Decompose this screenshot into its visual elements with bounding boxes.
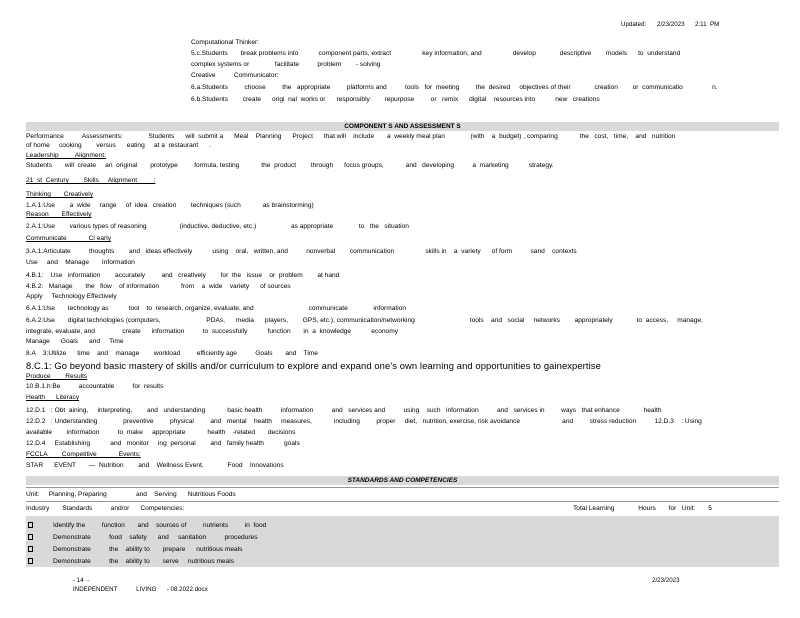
footer-date: 2/23/2023 <box>652 577 680 584</box>
performance-assessments-cont: of home cooking versus eating at a restaurant . <box>26 142 212 149</box>
bullet-item <box>28 544 242 556</box>
standard-6b: 6.b.Students create origi nal works or responsibly repurpose or remix digital resources into new creations <box>191 96 600 103</box>
skill-4b2: 4.B.2: Manage the flow of information from a wide variety of sources <box>26 283 291 290</box>
bullet-text: Demonstrate food safety and sanitation procedures <box>53 534 258 541</box>
updated-time: 2:11 PM <box>695 21 720 28</box>
standards-header: STANDARDS AND COMPETENCIES <box>26 476 779 485</box>
skill-8c1: 8.C.1: Go beyond basic mastery of skills and/or curriculum to explore and expand one's own learning and opportunities to gainexpertise <box>26 360 601 371</box>
bullet-item <box>28 556 234 568</box>
skill-12d2: 12.D.2 : Understanding preventive physical and mental health measures, including proper diet, nutrition, exercise, risk avoidance and stress reduction 12.D.3 : Using <box>26 418 702 425</box>
unit-divider <box>26 487 779 488</box>
updated-label: Updated: <box>621 21 647 28</box>
leadership-alignment-heading: Leadership Alignment: <box>26 152 106 159</box>
apply-technology-heading: Apply Technology Effectively <box>26 293 117 300</box>
unit-line: Unit: Planning, Preparing and Serving Nutritious Foods <box>26 491 236 498</box>
checkbox-icon <box>28 558 33 564</box>
standard-5c-cont: complex systems or facilitate problem - solving <box>191 61 381 68</box>
bullets-block <box>26 516 779 567</box>
checkbox-icon <box>28 522 33 528</box>
skill-6a2-cont: integrate, evaluate, and create information to successfully function in a knowledge economy <box>26 328 398 335</box>
computational-thinker-heading: Computational Thinker: <box>191 39 260 46</box>
total-learning-hours: Total Learning Hours for Unit: 5 <box>573 505 712 512</box>
footer-doc-name: INDEPENDENT LIVING - 08.2022.docx <box>73 586 208 593</box>
checkbox-icon <box>28 546 33 552</box>
skill-12d2-cont: available information to make appropriate health -related decisions <box>26 429 296 436</box>
checkbox-icon <box>28 534 33 540</box>
performance-assessments: Performance Assessments: Students will submit a Meal Planning Project that will include a weekly meal plan (with a budget) , comparing the cost, time, and nutrition <box>26 133 676 140</box>
health-literacy-heading: Health Literacy <box>26 394 80 401</box>
skill-6a1: 6.A.1:Use technology as tool to research, organize, evaluate, and communicate information <box>26 305 407 312</box>
skill-8a3: 8.A 3:Utilize time and manage workload efficiently age Goals and Time <box>26 350 318 357</box>
bullet-text: Demonstrate the ability to prepare nutritious meals <box>53 546 243 553</box>
fccla-heading: FCCLA Competitive Events: <box>26 451 141 458</box>
use-manage-information-heading: Use and Manage Information <box>26 259 135 266</box>
skill-6a2: 6.A.2:Use digital technologies (computers, PDAs, media players, GPS, etc.), communication/networking tools and social networks appropriately to access, manage, <box>26 317 703 324</box>
skill-12d1: 12.D.1 : Obt aining, interpreting, and understanding basic health information and services and using such information and services in ways that enhance health <box>26 407 662 414</box>
century-skills-heading: 21 st Century Skills Alignment : <box>26 177 156 184</box>
leadership-alignment-text: Students will create an original prototype formula, testing the product through focus groups, and developing a marketing strategy. <box>26 162 554 169</box>
reason-effectively-heading: Reason Effectively <box>26 211 92 218</box>
star-event: STAR EVENT — Nutrition and Wellness Event, Food Innovations <box>26 462 284 469</box>
communicate-clearly-heading: Communicate Cl early <box>26 235 112 242</box>
bullet-item <box>28 520 266 532</box>
skill-12d4: 12.D.4 Establishing and monitor ing personal and family health goals <box>26 440 300 447</box>
manage-goals-heading: Manage Goals and Time <box>26 338 124 345</box>
bullet-text: Identify the function and sources of nutrients in food <box>53 522 267 529</box>
skill-4b1: 4.B.1: Use information accurately and creatively for the issue or problem at hand <box>26 272 340 279</box>
bullet-item <box>28 532 258 544</box>
standard-5c: 5.c.Students break problems into component parts, extract key information, and develop descriptive models to understand <box>191 50 681 57</box>
industry-divider <box>26 501 779 502</box>
skill-1a1: 1.A.1:Use a wide range of idea creation techniques (such as brainstorming) <box>26 202 314 209</box>
components-header: COMPONENT S AND ASSESSMENT S <box>26 122 779 131</box>
thinking-creatively-heading: Thinking Creatively <box>26 191 94 198</box>
skill-2a1: 2.A.1:Use various types of reasoning (inductive, deductive, etc.) as appropriate to the situation <box>26 223 409 230</box>
creative-communicator-heading: Creative Communicator: <box>191 72 279 79</box>
bullet-text: Demonstrate the ability to serve nutritious meals <box>53 558 235 565</box>
page-number: - 14 - <box>73 577 90 584</box>
industry-standards-label: Industry Standards and/or Competencies: <box>26 505 185 512</box>
updated-date: 2/23/2023 <box>657 21 685 28</box>
standard-6a: 6.a.Students choose the appropriate platforms and tools for meeting the desired objectives of their creation or communicatio n. <box>191 84 718 91</box>
skill-3a1: 3.A.1:Articulate thoughts and ideas effectively using oral, written, and nonverbal communication skills in a variety of form sand contexts <box>26 248 577 255</box>
skill-10b1h: 10.B.1.h:Be accountable for results <box>26 383 164 390</box>
produce-results-heading: Produce Results <box>26 373 88 380</box>
